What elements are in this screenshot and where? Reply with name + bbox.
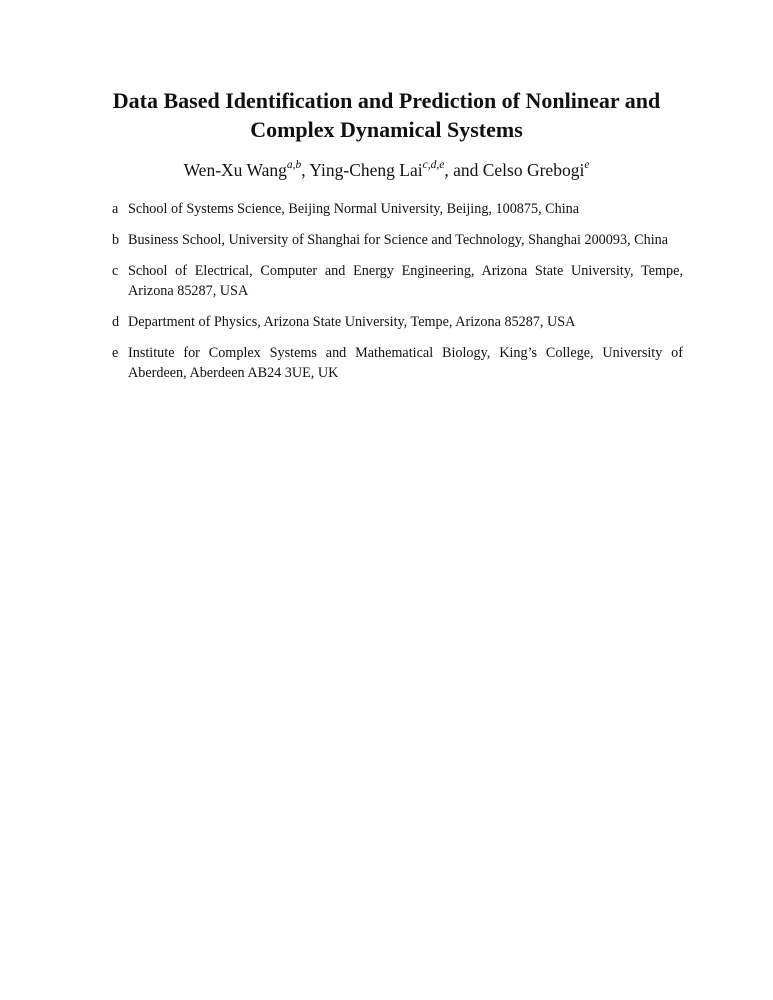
author-name: Celso Grebogi — [482, 160, 585, 180]
affiliation-item — [112, 261, 683, 301]
paper-title — [80, 86, 693, 144]
affiliation-item — [112, 199, 683, 219]
author-affiliation-marks: a,b — [286, 159, 302, 172]
affiliation-text: Institute for Complex Systems and Mathematical Biology, King’s College, University of Aberdeen, Aberdeen AB24 3UE, UK — [128, 345, 683, 381]
affiliation-text: School of Electrical, Computer and Energy Engineering, Arizona State University, Tempe, Arizona 85287, USA — [128, 263, 683, 299]
affiliation-letter: a — [112, 201, 119, 217]
author-affiliation-marks: c,d,e — [422, 159, 445, 172]
affiliation-item — [112, 312, 683, 332]
affiliation-letter: d — [112, 314, 120, 330]
affiliation-text: School of Systems Science, Beijing Normal University, Beijing, 100875, China — [128, 201, 580, 217]
author-separator: , and — [444, 160, 483, 180]
title-line-1: Data Based Identification and Prediction of Nonlinear and — [112, 88, 661, 113]
affiliation-item — [112, 343, 683, 383]
author-name: Ying-Cheng Lai — [309, 160, 423, 180]
author-name: Wen-Xu Wang — [183, 160, 287, 180]
affiliation-text: Business School, University of Shanghai for Science and Technology, Shanghai 200093, China — [128, 232, 669, 248]
affiliation-letter: c — [112, 263, 119, 279]
author-list — [80, 158, 693, 182]
affiliation-list — [112, 199, 683, 394]
author-separator: , — [301, 160, 310, 180]
affiliation-text: Department of Physics, Arizona State University, Tempe, Arizona 85287, USA — [128, 314, 576, 330]
affiliation-letter: e — [112, 345, 119, 361]
author-affiliation-marks: e — [584, 159, 590, 172]
affiliation-item — [112, 230, 683, 250]
affiliation-letter: b — [112, 232, 120, 248]
title-line-2: Complex Dynamical Systems — [250, 117, 523, 142]
